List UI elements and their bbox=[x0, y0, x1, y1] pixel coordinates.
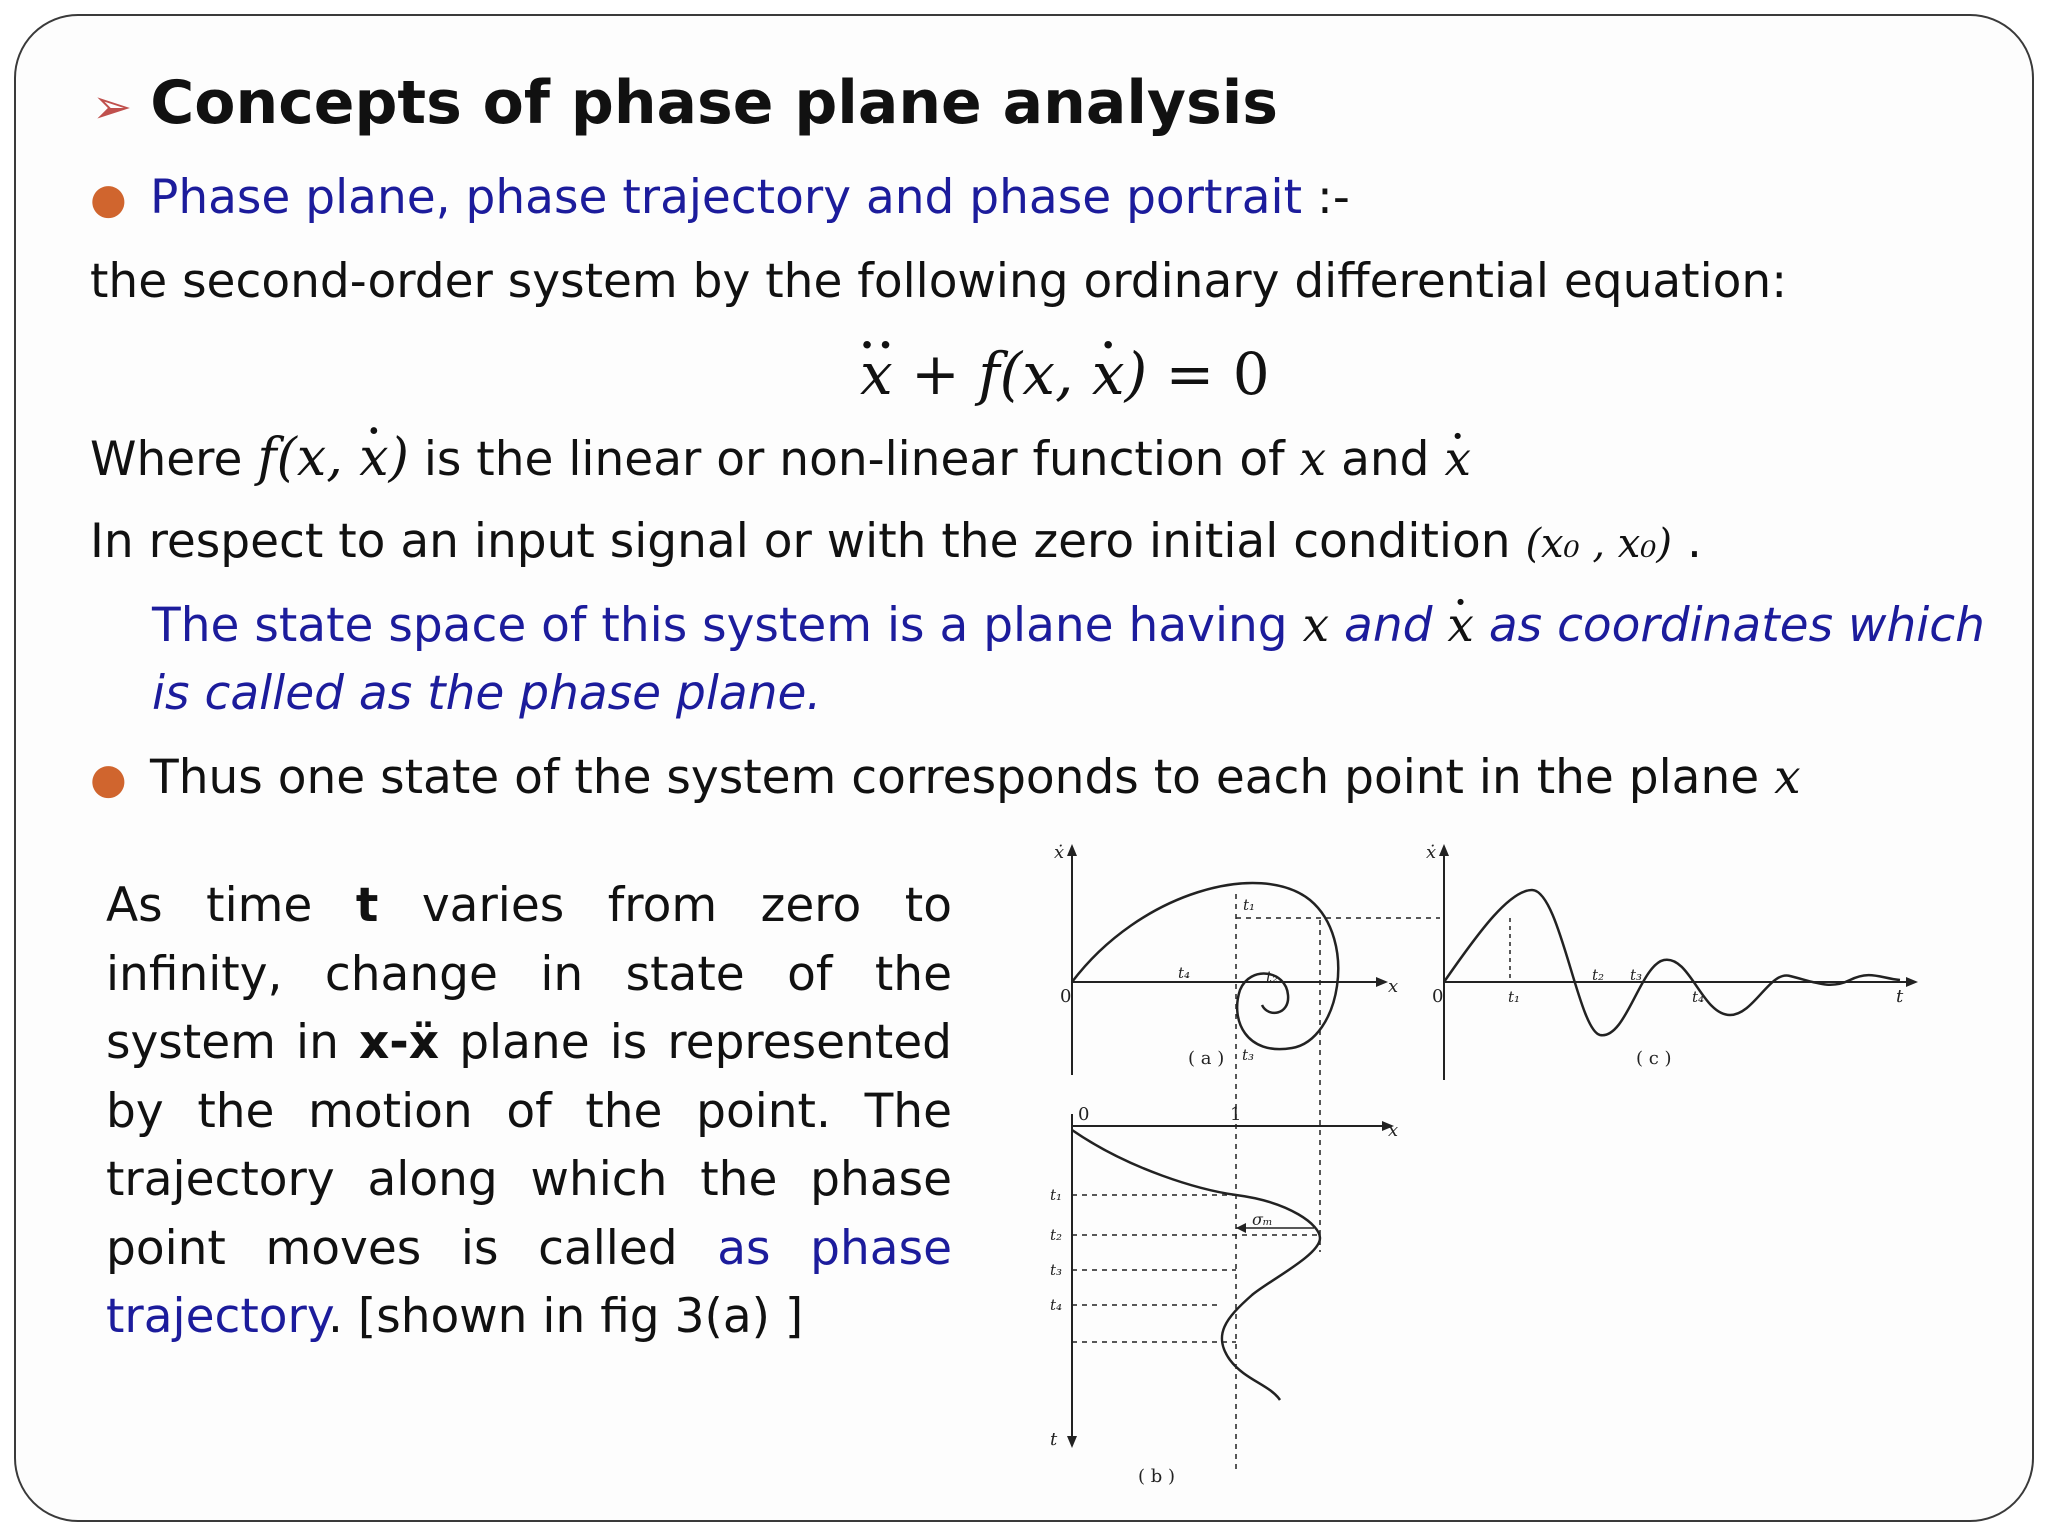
b-tick-1: 1 bbox=[1230, 1104, 1242, 1125]
b-label-t: t bbox=[1050, 1429, 1058, 1450]
c-caption: ( c ) bbox=[1636, 1048, 1672, 1069]
a-label-x: x bbox=[1388, 976, 1399, 997]
a-t4: t₄ bbox=[1178, 964, 1191, 982]
body-paragraph bbox=[106, 872, 952, 1352]
body-xx: x-ẍ bbox=[358, 1015, 440, 1070]
c-axis-arrow-icon bbox=[1906, 977, 1918, 987]
eq-rhs: = 0 bbox=[1147, 340, 1270, 408]
c-t4: t₄ bbox=[1692, 988, 1705, 1006]
bullet-dot-icon: ● bbox=[90, 754, 127, 803]
a-t2: t₂ bbox=[1266, 968, 1279, 986]
a-t1: t₁ bbox=[1243, 896, 1256, 914]
c-label-xdot: ẋ bbox=[1426, 842, 1437, 863]
c-label-t: t bbox=[1896, 986, 1904, 1007]
a-t3: t₃ bbox=[1242, 1046, 1255, 1064]
a-axis-arrow-icon bbox=[1067, 844, 1077, 856]
subtitle-text: Phase plane, phase trajectory and phase portrait bbox=[150, 170, 1303, 225]
eq-fn: f bbox=[978, 340, 1000, 408]
b-label-x: x bbox=[1388, 1120, 1399, 1141]
a-origin: 0 bbox=[1060, 986, 1072, 1007]
c-axis-arrow-icon bbox=[1439, 844, 1449, 856]
arrow-bullet-icon: ➢ bbox=[92, 79, 133, 135]
subtitle-line bbox=[90, 170, 1350, 225]
subfigure-c bbox=[1426, 842, 1918, 1080]
respect-cond: (x₀ , x₀) bbox=[1525, 521, 1672, 567]
state-space-line1 bbox=[152, 598, 1985, 653]
a-axis-arrow-icon bbox=[1376, 977, 1388, 987]
b-sigma-arrow-icon bbox=[1236, 1223, 1246, 1233]
c-t3: t₃ bbox=[1630, 966, 1643, 984]
respect-text: In respect to an input signal or with the zero initial condition bbox=[90, 514, 1526, 569]
a-caption: ( a ) bbox=[1188, 1048, 1225, 1069]
state-c: as coordinates which bbox=[1473, 598, 1985, 653]
c-t2: t₂ bbox=[1592, 966, 1605, 984]
state-xdot: · x bbox=[1447, 598, 1474, 653]
state-d: is called as the phase plane. bbox=[152, 666, 822, 721]
state-a: The state space of this system is a plane having bbox=[152, 598, 1303, 653]
c-origin: 0 bbox=[1432, 986, 1444, 1007]
b-caption: ( b ) bbox=[1138, 1466, 1176, 1487]
state-b: and bbox=[1329, 598, 1448, 653]
slide-title-row bbox=[92, 68, 1278, 138]
b-axis-arrow-icon bbox=[1067, 1436, 1077, 1448]
b-time-curve bbox=[1072, 1130, 1320, 1400]
eq-xddot: ·· x bbox=[860, 340, 893, 408]
bullet-dot-icon: ● bbox=[90, 174, 127, 223]
respect-end: . bbox=[1672, 514, 1702, 569]
b-t1: t₁ bbox=[1050, 1186, 1063, 1204]
thus-line bbox=[90, 750, 1801, 805]
c-t1: t₁ bbox=[1508, 988, 1521, 1006]
body-blue: as phase trajectory bbox=[106, 1220, 952, 1344]
b-sigma: σₘ bbox=[1252, 1210, 1273, 1229]
where-line bbox=[90, 428, 1471, 488]
b-t4: t₄ bbox=[1050, 1296, 1063, 1314]
where-x: x bbox=[1299, 432, 1327, 487]
subfigure-b bbox=[1050, 1104, 1398, 1487]
ode-equation bbox=[860, 340, 1270, 408]
b-t3: t₃ bbox=[1050, 1261, 1063, 1279]
a-spiral-trajectory bbox=[1072, 883, 1338, 1049]
c-response-curve bbox=[1444, 890, 1900, 1035]
body-p4: . [shown in fig 3(a) ] bbox=[328, 1289, 804, 1344]
b-t2: t₂ bbox=[1050, 1226, 1063, 1244]
where-fn: f(x, · x) bbox=[257, 428, 409, 488]
slide-title: Concepts of phase plane analysis bbox=[150, 68, 1279, 138]
a-label-xdot: ẋ bbox=[1054, 842, 1065, 863]
intro-line: the second-order system by the following ordinary differential equation: bbox=[90, 254, 1788, 309]
where-xdot: · x bbox=[1444, 432, 1471, 487]
thus-x: x bbox=[1774, 750, 1801, 805]
body-p2: varies from zero to infinity, change in state of the system in bbox=[106, 878, 952, 1070]
subtitle-suffix: :- bbox=[1316, 170, 1350, 225]
body-p3: plane is represented by the motion of the point. The trajectory along which the phase point moves is called bbox=[106, 1015, 952, 1276]
state-space-line2 bbox=[152, 666, 821, 721]
b-origin: 0 bbox=[1078, 1104, 1090, 1125]
body-p1: As time bbox=[106, 878, 356, 933]
where-middle: is the linear or non-linear function of bbox=[408, 432, 1300, 487]
where-prefix: Where bbox=[90, 432, 258, 487]
eq-args: (x, · x) bbox=[1000, 340, 1148, 408]
body-t: t bbox=[355, 878, 379, 933]
phase-figure bbox=[1030, 830, 1930, 1490]
state-x: x bbox=[1302, 598, 1330, 653]
eq-plus: + bbox=[892, 340, 979, 408]
respect-line bbox=[90, 514, 1702, 569]
where-and: and bbox=[1326, 432, 1445, 487]
thus-text: Thus one state of the system corresponds to each point in the plane bbox=[150, 750, 1775, 805]
